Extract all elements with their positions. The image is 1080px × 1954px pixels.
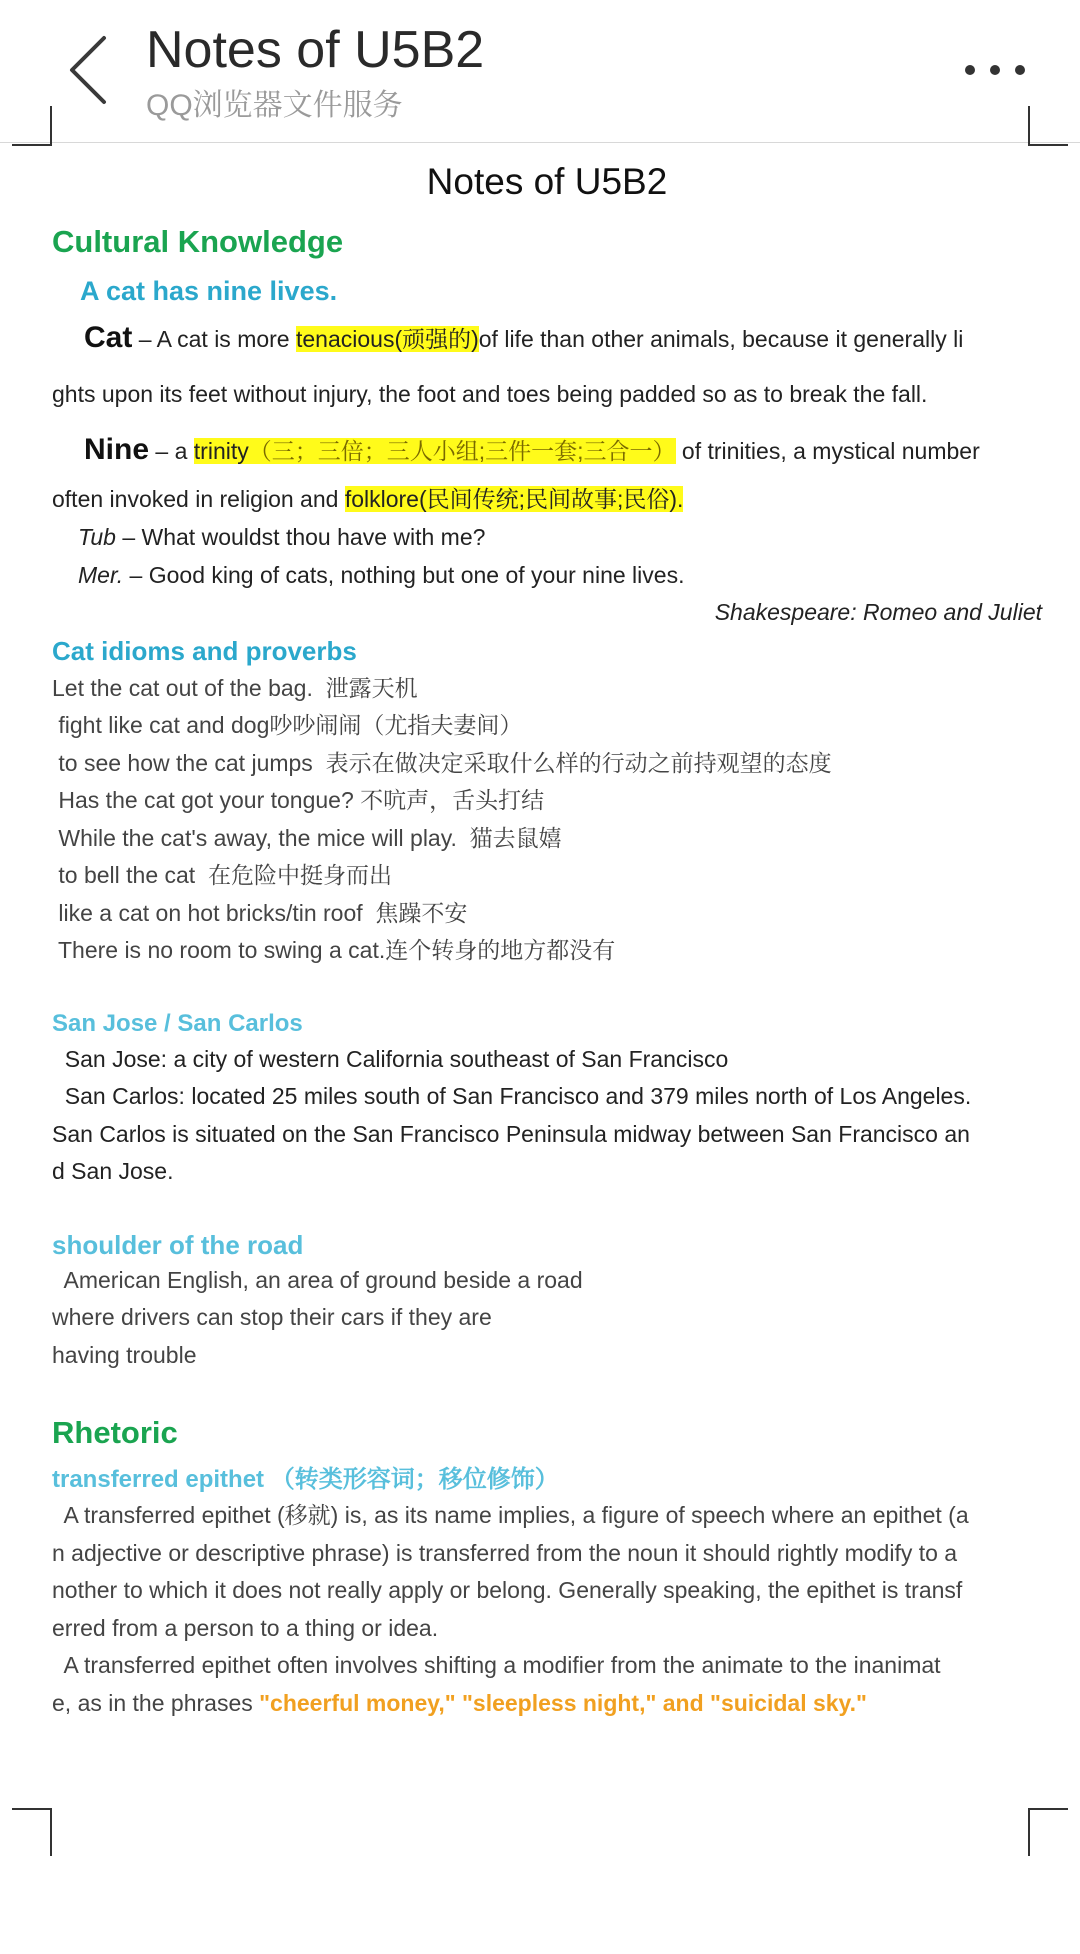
list-item: There is no room to swing a cat.连个转身的地方都没有	[52, 937, 616, 963]
chevron-left-icon	[56, 30, 126, 110]
document-page	[52, 152, 1042, 1722]
text-line: San Carlos is situated on the San Francisco Peninsula midway between San Francisco an	[52, 1120, 970, 1147]
highlight-tenacious: tenacious(顽强的)	[295, 326, 479, 352]
section-heading-sanjose: San Jose / San Carlos	[52, 1009, 303, 1037]
list-item: to bell the cat 在危险中挺身而出	[52, 862, 392, 888]
paragraph-nine-cont: often invoked in religion and folklore(民间传统;民间故事;民俗).	[52, 486, 684, 512]
text-line: d San Jose.	[52, 1158, 174, 1184]
text-line: having trouble	[52, 1341, 197, 1368]
page-corner-mark	[12, 106, 52, 146]
section-heading-shoulder: shoulder of the road	[52, 1229, 304, 1260]
text-line-examples: e, as in the phrases "cheerful money," "sleepless night," and "suicidal sky."	[52, 1689, 867, 1716]
document-title: Notes of U5B2	[426, 161, 668, 202]
page-corner-mark	[12, 1808, 52, 1856]
text-line: San Carlos: located 25 miles south of San Francisco and 379 miles north of Los Angeles.	[52, 1083, 972, 1109]
text-line: American English, an area of ground beside a road	[52, 1266, 583, 1293]
page-subtitle: QQ浏览器文件服务	[146, 89, 403, 122]
quote-mer: Mer. – Good king of cats, nothing but one of your nine lives.	[78, 561, 685, 588]
subheading-nine-lives: A cat has nine lives.	[80, 276, 338, 306]
text-line: erred from a person to a thing or idea.	[52, 1614, 439, 1641]
citation: Shakespeare: Romeo and Juliet	[714, 599, 1042, 625]
page-title: Notes of U5B2	[146, 21, 485, 79]
section-heading-idioms: Cat idioms and proverbs	[52, 635, 357, 666]
paragraph-cat: Cat – A cat is more tenacious(顽强的)of life than other animals, because it generally li	[84, 321, 964, 354]
back-button[interactable]	[56, 30, 126, 110]
section-heading-rhetoric: Rhetoric	[52, 1415, 178, 1450]
page-corner-mark	[1028, 106, 1068, 146]
example-phrases: "cheerful money," "sleepless night," and "suicidal sky."	[259, 1689, 867, 1716]
text-line: where drivers can stop their cars if they are	[52, 1304, 492, 1330]
paragraph-nine: Nine – a trinity（三；三倍；三人小组;三件一套;三合一） of trinities, a mystical number	[84, 433, 980, 466]
top-bar	[0, 0, 1080, 143]
list-item: Has the cat got your tongue? 不吭声，舌头打结	[52, 787, 545, 813]
list-item: While the cat's away, the mice will play. 猫去鼠嬉	[52, 824, 562, 851]
page-corner-mark	[1028, 1808, 1068, 1856]
text-line: A transferred epithet often involves shifting a modifier from the animate to the inanimat	[52, 1652, 941, 1678]
list-item: fight like cat and dog吵吵闹闹（尤指夫妻间）	[52, 712, 523, 738]
more-button[interactable]	[960, 52, 1030, 88]
quote-tub: Tub – What wouldst thou have with me?	[78, 524, 486, 550]
highlight-folklore: folklore(民间传统;民间故事;民俗).	[344, 486, 684, 512]
text-line: San Jose: a city of western California southeast of San Francisco	[52, 1045, 729, 1072]
list-item: to see how the cat jumps 表示在做决定采取什么样的行动之前持观望的态度	[52, 749, 832, 776]
text-line: nother to which it does not really apply or belong. Generally speaking, the epithet is transf	[52, 1577, 963, 1603]
list-item: like a cat on hot bricks/tin roof 焦躁不安	[52, 899, 468, 926]
list-item: Let the cat out of the bag. 泄露天机	[52, 674, 418, 701]
highlight-trinity: trinity（三；三倍；三人小组;三件一套;三合一）	[193, 438, 676, 464]
paragraph-cat-cont: ghts upon its feet without injury, the foot and toes being padded so as to break the fall.	[52, 381, 928, 407]
title-block	[146, 20, 484, 126]
subheading-transferred-epithet: transferred epithet （转类形容词；移位修饰）	[52, 1466, 559, 1493]
section-heading-cultural: Cultural Knowledge	[52, 224, 344, 259]
text-line: n adjective or descriptive phrase) is transferred from the noun it should rightly modify to a	[52, 1539, 958, 1566]
text-line: A transferred epithet (移就) is, as its name implies, a figure of speech where an epithet (a	[52, 1502, 969, 1528]
more-horizontal-icon	[960, 52, 1030, 88]
term-cat: Cat	[84, 321, 133, 354]
term-nine: Nine	[84, 433, 150, 466]
